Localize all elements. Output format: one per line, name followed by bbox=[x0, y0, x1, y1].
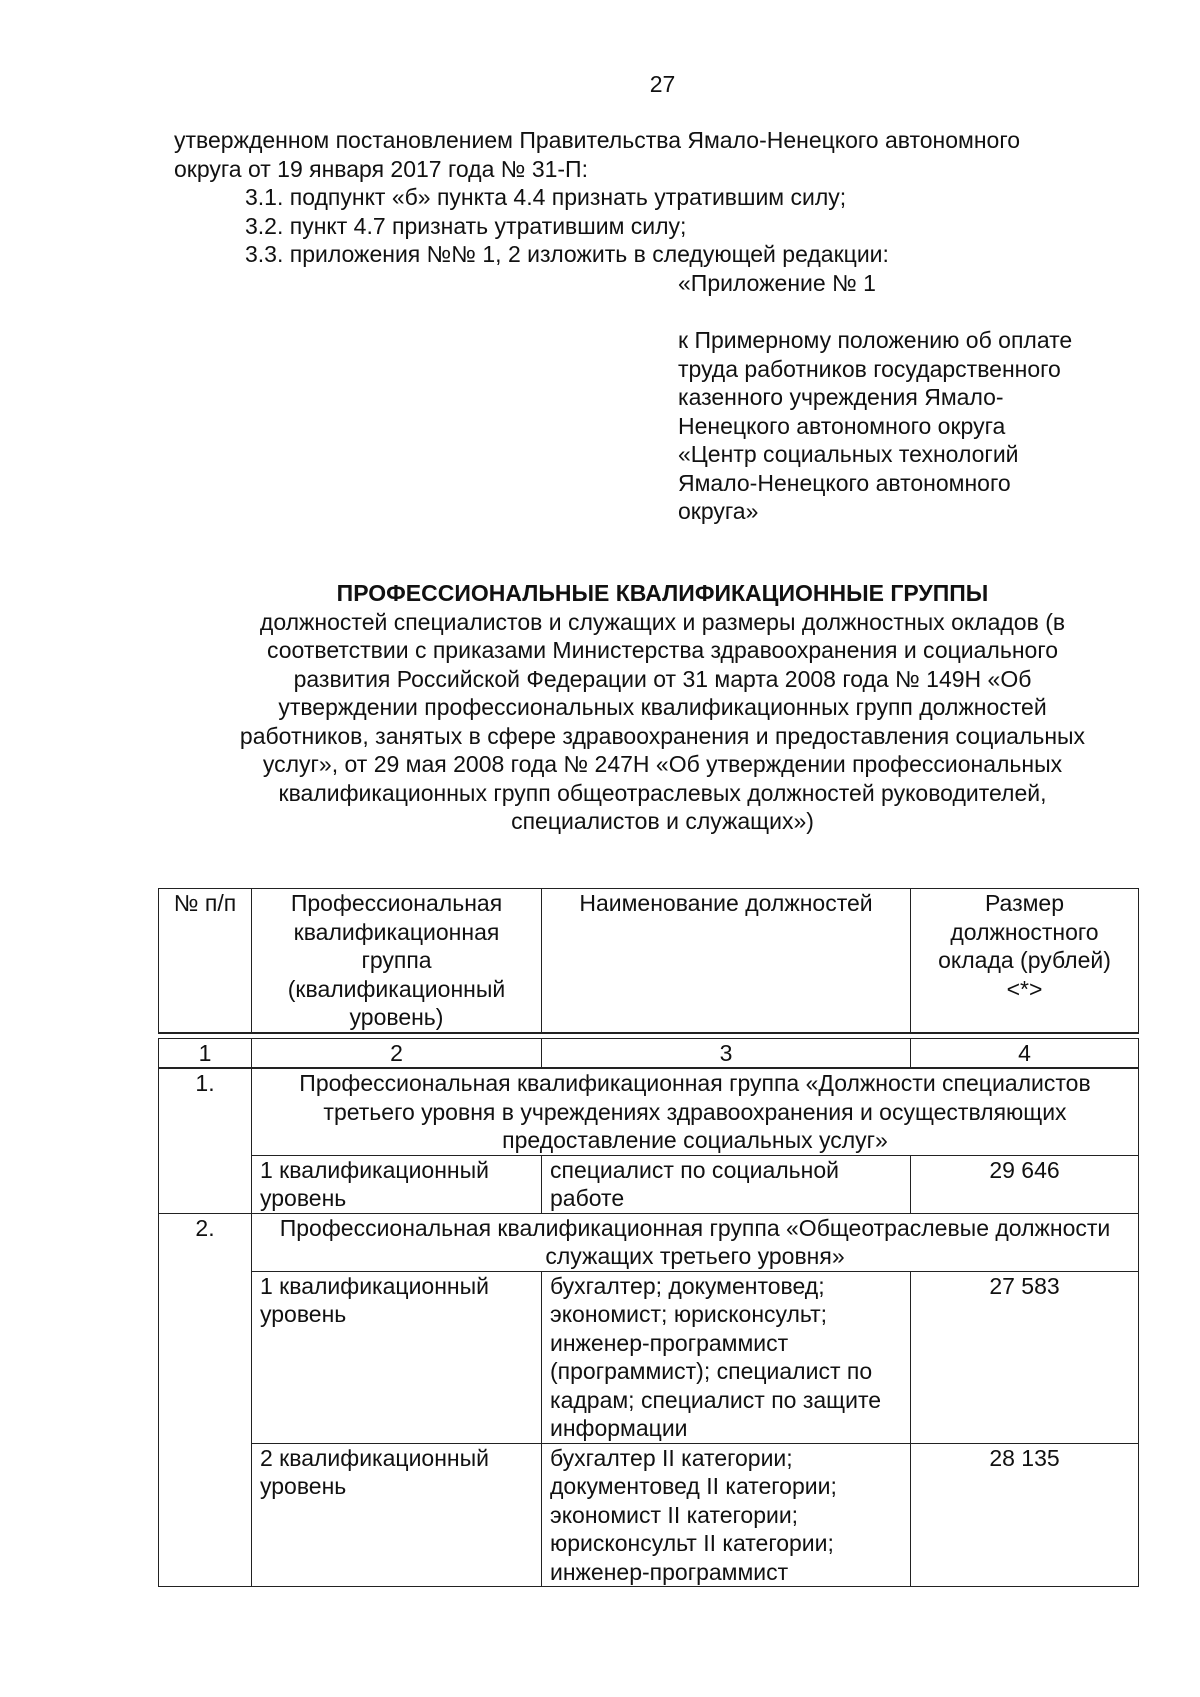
appendix-line: округа» bbox=[678, 498, 759, 524]
table-row bbox=[159, 1213, 1139, 1271]
title-line: работников, занятых в сфере здравоохранения и предоставления социальных bbox=[239, 722, 1086, 749]
title-line: утверждении профессиональных квалификационных групп должностей bbox=[278, 694, 1047, 720]
appendix-caption bbox=[678, 269, 1138, 526]
appendix-label: «Приложение № 1 bbox=[678, 270, 876, 296]
table-row bbox=[159, 1068, 1139, 1155]
table-row bbox=[159, 1271, 1139, 1443]
salary: 27 583 bbox=[911, 1271, 1139, 1443]
appendix-line: казенного учреждения Ямало- bbox=[678, 384, 1004, 410]
appendix-line: «Центр социальных технологий bbox=[678, 441, 1019, 467]
page-number: 27 bbox=[649, 71, 676, 97]
intro-text bbox=[174, 126, 1174, 269]
qualification-level: 1 квалификационный уровень bbox=[252, 1271, 542, 1443]
table-header bbox=[158, 888, 1139, 1034]
salary-table bbox=[158, 888, 1138, 1587]
column-number: 3 bbox=[542, 1038, 911, 1068]
title-heading: ПРОФЕССИОНАЛЬНЫЕ КВАЛИФИКАЦИОННЫЕ ГРУППЫ bbox=[336, 580, 989, 606]
intro-item: 3.3. приложения №№ 1, 2 изложить в следующей редакции: bbox=[245, 241, 889, 267]
appendix-line: к Примерному положению об оплате bbox=[678, 327, 1073, 353]
qualification-level: 1 квалификационный уровень bbox=[252, 1155, 542, 1213]
title-line: должностей специалистов и служащих и размеры должностных окладов (в bbox=[259, 608, 1066, 635]
column-number: 2 bbox=[252, 1038, 542, 1068]
section-group: Профессиональная квалификационная группа «Должности специалистов третьего уровня в учреждениях здравоохранения и осуществляющих предоставление социальных услуг» bbox=[252, 1068, 1139, 1155]
section-group: Профессиональная квалификационная группа «Общеотраслевые должности служащих третьего уровня» bbox=[252, 1213, 1139, 1271]
intro-item: 3.1. подпункт «б» пункта 4.4 признать утратившим силу; bbox=[245, 184, 847, 210]
intro-line: округа от 19 января 2017 года № 31-П: bbox=[174, 155, 588, 182]
qualification-level: 2 квалификационный уровень bbox=[252, 1443, 542, 1587]
title-line: специалистов и служащих») bbox=[511, 808, 814, 834]
column-number: 4 bbox=[911, 1038, 1139, 1068]
appendix-line: труда работников государственного bbox=[678, 355, 1061, 382]
appendix-line: Ямало-Ненецкого автономного bbox=[678, 469, 1011, 496]
header-number: № п/п bbox=[159, 889, 252, 1033]
section-number: 2. bbox=[159, 1213, 252, 1587]
salary: 29 646 bbox=[911, 1155, 1139, 1213]
title-line: соответствии с приказами Министерства здравоохранения и социального bbox=[266, 637, 1058, 663]
title-line: услуг», от 29 мая 2008 года № 247Н «Об утверждении профессиональных bbox=[262, 751, 1063, 777]
table-row bbox=[159, 1155, 1139, 1213]
section-number: 1. bbox=[159, 1068, 252, 1213]
table-body bbox=[158, 1038, 1139, 1588]
title-line: развития Российской Федерации от 31 марта 2008 года № 149Н «Об bbox=[293, 665, 1032, 692]
positions: бухгалтер; документовед; экономист; юрисконсульт; инженер-программист (программист); специалист по кадрам; специалист по защите информации bbox=[542, 1271, 911, 1443]
intro-line: утвержденном постановлением Правительства Ямало-Ненецкого автономного bbox=[174, 127, 1021, 153]
table-row bbox=[159, 1443, 1139, 1587]
title-line: квалификационных групп общеотраслевых должностей руководителей, bbox=[278, 779, 1047, 806]
positions: бухгалтер II категории; документовед II категории; экономист II категории; юрисконсульт II категории; инженер-программист bbox=[542, 1443, 911, 1587]
appendix-line: Ненецкого автономного округа bbox=[678, 412, 1006, 439]
document-title bbox=[150, 579, 1175, 836]
header-group: Профессиональная квалификационная группа (квалификационный уровень) bbox=[252, 889, 542, 1033]
header-salary: Размер должностного оклада (рублей) <*> bbox=[911, 889, 1139, 1033]
positions: специалист по социальной работе bbox=[542, 1155, 911, 1213]
salary: 28 135 bbox=[911, 1443, 1139, 1587]
intro-item: 3.2. пункт 4.7 признать утратившим силу; bbox=[245, 212, 687, 239]
header-positions: Наименование должностей bbox=[542, 889, 911, 1033]
column-number: 1 bbox=[159, 1038, 252, 1068]
